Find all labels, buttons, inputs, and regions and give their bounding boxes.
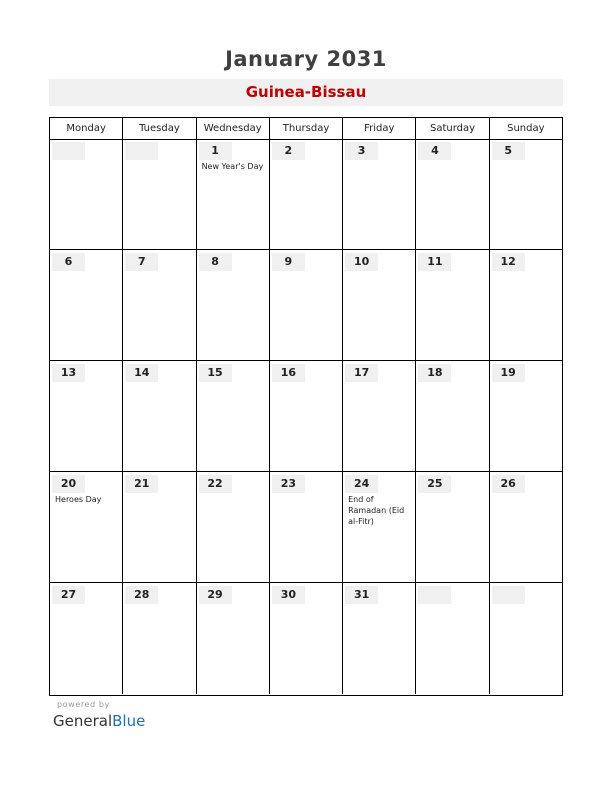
calendar-title: January 2031: [225, 47, 387, 71]
weekday-header: Saturday: [416, 118, 489, 139]
day-number: 9: [272, 253, 305, 271]
weekday-header: Sunday: [507, 123, 545, 134]
holiday-label: Heroes Day: [55, 495, 102, 504]
holiday-label: New Year's Day: [201, 162, 264, 171]
day-number: 20: [52, 475, 85, 493]
day-cell: [490, 250, 562, 360]
day-number: 2: [272, 142, 305, 160]
day-number: 25: [418, 475, 451, 493]
day-cell: [416, 250, 489, 360]
day-number: 7: [125, 253, 158, 271]
country-banner: [49, 79, 563, 106]
day-cell: [197, 583, 270, 694]
day-cell: [490, 472, 562, 582]
day-number: 1: [199, 142, 232, 160]
day-cell: [490, 583, 562, 694]
day-number: 18: [418, 364, 451, 382]
week-row: [50, 139, 562, 250]
calendar-grid: [49, 117, 563, 696]
day-number: 19: [492, 364, 525, 382]
day-number: 16: [272, 364, 305, 382]
day-number: 14: [125, 364, 158, 382]
day-cell: [270, 139, 343, 249]
day-cell: [197, 139, 270, 249]
day-cell: [50, 361, 123, 471]
day-number: 28: [125, 586, 158, 604]
day-number: 8: [199, 253, 232, 271]
day-number: 11: [418, 253, 451, 271]
day-number: 5: [492, 142, 525, 160]
day-number: [492, 586, 525, 604]
brand-logo: [53, 712, 145, 730]
day-cell: [123, 361, 196, 471]
week-row: [50, 583, 562, 694]
day-cell: [270, 250, 343, 360]
day-cell: [50, 583, 123, 694]
day-number: 27: [52, 586, 85, 604]
day-number: 4: [418, 142, 451, 160]
day-number: 15: [199, 364, 232, 382]
day-number: 29: [199, 586, 232, 604]
day-cell: [343, 250, 416, 360]
day-cell: [123, 250, 196, 360]
day-cell: [343, 139, 416, 249]
day-cell: [197, 250, 270, 360]
holiday-label: End of Ramadan (Eid al-Fitr): [348, 495, 405, 526]
day-cell: [123, 583, 196, 694]
weekday-header: Tuesday: [123, 118, 196, 139]
weekday-header: Wednesday: [197, 118, 270, 139]
day-cell: [50, 250, 123, 360]
day-cell: [416, 361, 489, 471]
day-cell: [343, 361, 416, 471]
day-number: 10: [345, 253, 378, 271]
day-number: 3: [345, 142, 378, 160]
day-cell: [50, 139, 123, 249]
day-number: [52, 142, 85, 160]
day-cell: [50, 472, 123, 582]
day-number: 24: [345, 475, 378, 493]
day-cell: [490, 361, 562, 471]
country-name: Guinea-Bissau: [245, 83, 367, 101]
day-number: 21: [125, 475, 158, 493]
brand-blue: Blue: [112, 712, 146, 730]
day-number: [125, 142, 158, 160]
week-row: [50, 472, 562, 583]
day-number: 30: [272, 586, 305, 604]
day-cell: [416, 583, 489, 694]
day-number: [418, 586, 451, 604]
day-cell: [270, 361, 343, 471]
weekday-header: Friday: [343, 118, 416, 139]
weekday-header-row: [50, 118, 562, 140]
day-cell: [270, 472, 343, 582]
day-cell: [123, 139, 196, 249]
brand-general: General: [53, 712, 113, 730]
day-number: 26: [492, 475, 525, 493]
week-row: [50, 250, 562, 361]
day-number: 12: [492, 253, 525, 271]
powered-by-text: powered by: [57, 700, 110, 709]
day-cell: [123, 472, 196, 582]
day-cell: [197, 472, 270, 582]
day-number: 6: [52, 253, 85, 271]
day-cell: [270, 583, 343, 694]
day-number: 23: [272, 475, 305, 493]
day-number: 17: [345, 364, 378, 382]
day-cell: [197, 361, 270, 471]
day-number: 22: [199, 475, 232, 493]
day-cell: [416, 139, 489, 249]
day-cell: [343, 472, 416, 582]
day-number: 31: [345, 586, 378, 604]
day-cell: [490, 139, 562, 249]
day-cell: [416, 472, 489, 582]
week-row: [50, 361, 562, 472]
day-cell: [343, 583, 416, 694]
day-number: 13: [52, 364, 85, 382]
weekday-header: Monday: [50, 118, 123, 139]
weekday-header: Thursday: [270, 118, 343, 139]
